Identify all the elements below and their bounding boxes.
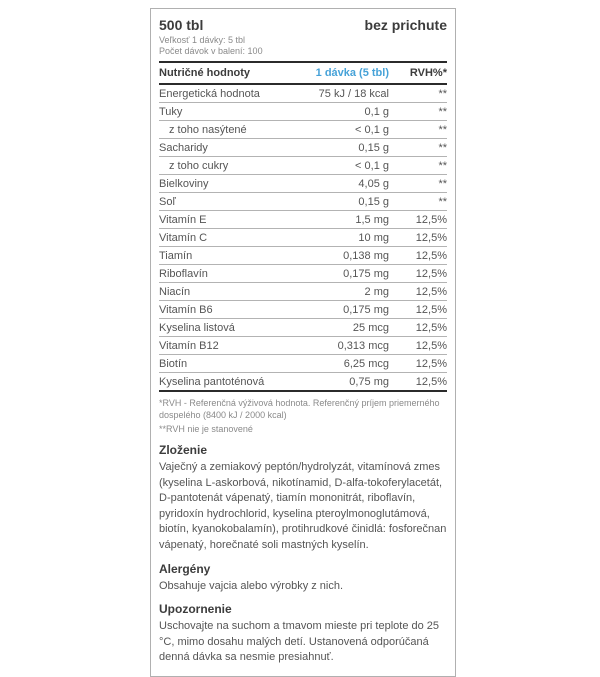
table-row: z toho cukry < 0,1 g ** [159,157,447,175]
table-row: Vitamín B12 0,313 mcg 12,5% [159,337,447,355]
serving-size: Veľkosť 1 dávky: 5 tbl [159,35,246,45]
table-header-row [159,63,447,85]
nutrition-label-card [150,8,456,677]
rvh-not-set-note: **RVH nie je stanovené [159,424,253,434]
table-row: z toho nasýtené < 0,1 g ** [159,121,447,139]
section-body: Obsahuje vajcia alebo výrobky z nich. [159,579,344,592]
col-header-serving: 1 dávka (5 tbl) [315,67,389,79]
table-row: Tuky 0,1 g ** [159,103,447,121]
section-body: Uschovajte na suchom a tmavom mieste pri teplote do 25 °C, mimo dosahu malých detí. Ustanovená odporúčaná denná dávka sa nesmie presiahnuť. [159,620,440,664]
nutrition-table [159,61,447,392]
table-row: Kyselina pantoténová 0,75 mg 12,5% [159,375,447,388]
table-row: Riboflavín 0,175 mg 12,5% [159,265,447,283]
table-row: Vitamín B6 0,175 mg 12,5% [159,301,447,319]
product-quantity: 500 tbl [159,17,204,33]
table-row: Niacín 2 mg 12,5% [159,283,447,301]
product-flavor: bez prichute [364,17,447,33]
table-row: Tiamín 0,138 mg 12,5% [159,247,447,265]
table-row: Energetická hodnota 75 kJ / 18 kcal ** [159,85,447,103]
table-row: Vitamín E 1,5 mg 12,5% [159,211,447,229]
col-header-nutrients: Nutričné hodnoty [159,67,251,79]
section-warning [159,602,447,666]
section-ingredients [159,443,447,554]
table-row: Kyselina listová 25 mcg 12,5% [159,319,447,337]
table-row: Sacharidy 0,15 g ** [159,139,447,157]
section-heading: Zloženie [159,443,208,457]
table-footnotes [159,397,447,435]
section-heading: Alergény [159,561,211,576]
section-allergens [159,562,447,595]
col-header-rvh: RVH%* [409,67,447,79]
table-row: Vitamín C 10 mg 12,5% [159,229,447,247]
table-row: Biotín 6,25 mcg 12,5% [159,355,447,373]
table-row: Bielkoviny 4,05 g ** [159,175,447,193]
section-body: Vaječný a zemiakový peptón/hydrolyzát, vitamínová zmes (kyselina L-askorbová, nikotínamid, D-alfa-tokoferylacetát, D-pantotenát vápenatý, tiamín mononitrát, riboflavín, pyridoxín hydrochlorid, kyselina pteroylmonoglutámová, biotín, kyanokobalamín), protihrudkové činidlá: fosforečnan vápenatý, horečnaté soli mastných kyselín. [159,461,447,552]
table-row: Soľ 0,15 g ** [159,193,447,211]
section-heading: Upozornenie [159,602,232,617]
servings-per-container: Počet dávok v balení: 100 [159,46,263,56]
label-header [159,14,447,35]
serving-info [159,35,447,57]
rvh-definition-note: *RVH - Referenčná výživová hodnota. Referenčný príjem priemerného dospelého (8400 kJ / 2000 kcal) [159,398,440,420]
